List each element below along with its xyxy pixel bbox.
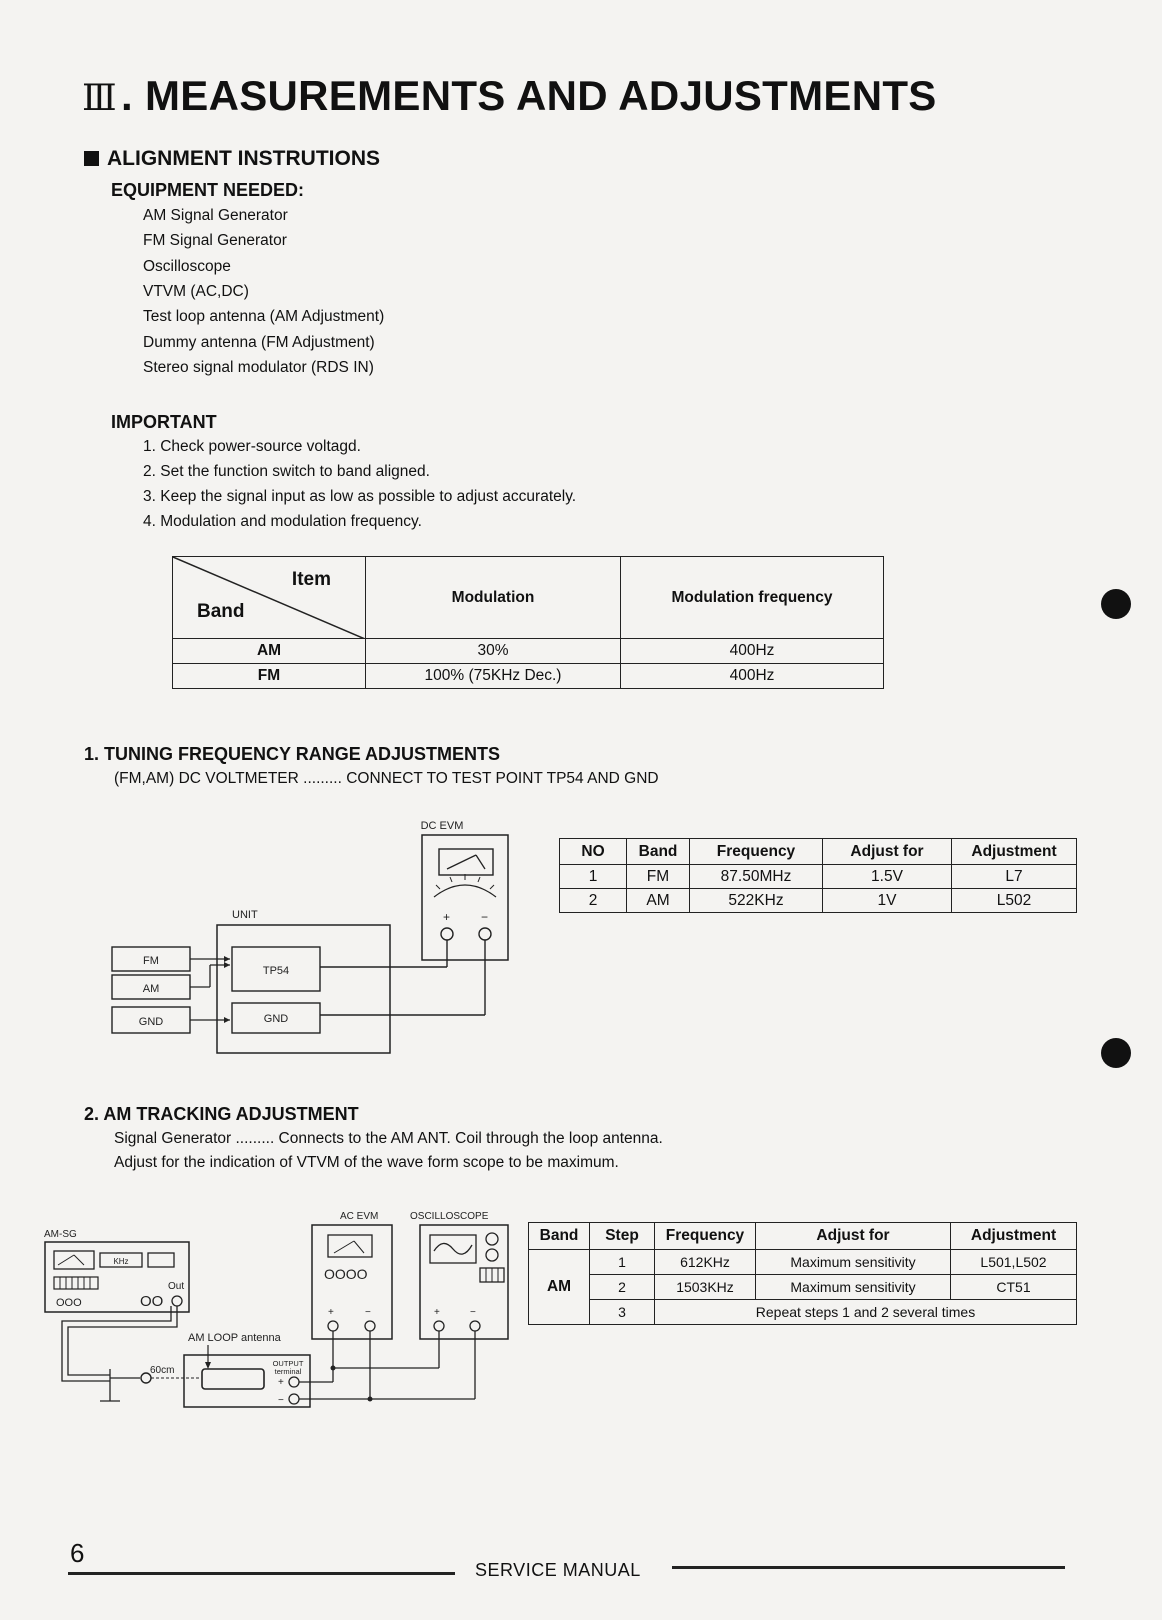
minus-label: − <box>470 1307 476 1318</box>
header-modulation-frequency: Modulation frequency <box>621 557 884 639</box>
page-title <box>82 72 937 120</box>
binding-hole-icon <box>1101 1038 1131 1068</box>
important-item: 2. Set the function switch to band aligned. <box>143 463 430 480</box>
frequency-cell: 400Hz <box>621 639 884 664</box>
output-jack-icon <box>172 1296 182 1306</box>
repeat-note-cell: Repeat steps 1 and 2 several times <box>655 1300 1077 1325</box>
keypad-icon <box>54 1277 98 1289</box>
footer-rule-left <box>68 1572 455 1575</box>
adjustment-cell: CT51 <box>951 1275 1077 1300</box>
alignment-heading-text: ALIGNMENT INSTRUTIONS <box>107 147 380 170</box>
table-row <box>560 865 1077 889</box>
no-cell: 1 <box>560 865 627 889</box>
equipment-item: Oscilloscope <box>143 258 231 275</box>
corner-item-label: Item <box>291 569 331 590</box>
minus-label: − <box>278 1395 284 1406</box>
am-input-label: AM <box>142 983 160 995</box>
frequency-cell: 1503KHz <box>655 1275 756 1300</box>
frequency-cell: 612KHz <box>655 1250 756 1275</box>
minus-label: − <box>481 910 489 924</box>
footer-label: SERVICE MANUAL <box>475 1560 641 1580</box>
section1-heading: 1. TUNING FREQUENCY RANGE ADJUSTMENTS <box>84 744 501 764</box>
equipment-item: AM Signal Generator <box>143 207 288 224</box>
equipment-item: VTVM (AC,DC) <box>143 283 249 300</box>
band-cell: AM <box>529 1250 590 1325</box>
binding-hole-icon <box>1101 589 1131 619</box>
corner-cell <box>173 557 366 639</box>
adjust-for-cell: Maximum sensitivity <box>756 1275 951 1300</box>
tp54-label: TP54 <box>262 965 290 977</box>
table-row <box>560 889 1077 913</box>
equipment-item: Stereo signal modulator (RDS IN) <box>143 359 374 376</box>
table-row <box>173 664 884 689</box>
important-item: 1. Check power-source voltagd. <box>143 438 361 455</box>
header-adjustment: Adjustment <box>952 839 1077 865</box>
dc-evm-meter <box>422 835 508 960</box>
terminal-icon <box>441 928 453 940</box>
terminal-icon <box>328 1321 338 1331</box>
meter-dial-icon <box>439 849 493 875</box>
page-number: 6 <box>70 1538 85 1568</box>
step-cell: 1 <box>590 1250 655 1275</box>
header-adjust-for: Adjust for <box>756 1223 951 1250</box>
section2-heading: 2. AM TRACKING ADJUSTMENT <box>84 1104 359 1124</box>
plus-label: + <box>278 1377 284 1388</box>
important-item: 4. Modulation and modulation frequency. <box>143 513 422 530</box>
modulation-table <box>172 556 884 689</box>
frequency-cell: 87.50MHz <box>690 865 823 889</box>
output-terminal-label: terminal <box>274 1367 302 1376</box>
header-frequency: Frequency <box>690 839 823 865</box>
page-title-text: . MEASUREMENTS AND ADJUSTMENTS <box>121 72 937 119</box>
header-frequency: Frequency <box>655 1223 756 1250</box>
roman-numeral: Ⅲ <box>82 78 118 119</box>
adjustment-cell: L7 <box>952 865 1077 889</box>
gnd-label: GND <box>263 1013 289 1025</box>
header-band: Band <box>529 1223 590 1250</box>
adjust-for-cell: Maximum sensitivity <box>756 1250 951 1275</box>
khz-label: KHz <box>113 1257 129 1266</box>
minus-label: − <box>365 1307 371 1318</box>
band-cell: AM <box>173 639 366 664</box>
diagonal-divider <box>173 557 365 639</box>
knobs-label: OOOO <box>324 1266 368 1282</box>
header-adjust-for: Adjust for <box>823 839 952 865</box>
equipment-item: Dummy antenna (FM Adjustment) <box>143 334 375 351</box>
band-cell: FM <box>627 865 690 889</box>
knobs-label: OOO <box>56 1297 82 1309</box>
adjustment-cell: L502 <box>952 889 1077 913</box>
table-row <box>173 639 884 664</box>
dc-evm-label: DC EVM <box>420 820 464 832</box>
plus-label: + <box>434 1307 440 1318</box>
modulation-cell: 100% (75KHz Dec.) <box>366 664 621 689</box>
terminal-icon <box>365 1321 375 1331</box>
meter-scale-icon <box>434 885 496 897</box>
out-label: Out <box>168 1281 185 1292</box>
tuning-connection-diagram <box>100 815 520 1065</box>
am-tracking-table <box>528 1222 1077 1325</box>
terminal-icon <box>289 1377 299 1387</box>
plus-label: + <box>328 1307 334 1318</box>
footer-rule-right <box>672 1566 1065 1569</box>
adjustment-cell: L501,L502 <box>951 1250 1077 1275</box>
table-row <box>529 1275 1077 1300</box>
terminal-icon <box>434 1321 444 1331</box>
section2-line2: Adjust for the indication of VTVM of the wave form scope to be maximum. <box>114 1154 619 1171</box>
adjust-for-cell: 1V <box>823 889 952 913</box>
adjust-for-cell: 1.5V <box>823 865 952 889</box>
band-cell: FM <box>173 664 366 689</box>
fm-input-label: FM <box>143 955 159 967</box>
band-cell: AM <box>627 889 690 913</box>
terminal-icon <box>470 1321 480 1331</box>
section1-subtitle: (FM,AM) DC VOLTMETER ......... CONNECT TO TEST POINT TP54 AND GND <box>114 770 659 787</box>
tuning-table <box>559 838 1077 913</box>
unit-box <box>217 925 390 1053</box>
equipment-item: FM Signal Generator <box>143 232 287 249</box>
oscilloscope-label: OSCILLOSCOPE <box>410 1211 489 1222</box>
output-terminal-label: OUTPUT <box>272 1359 304 1368</box>
table-row <box>529 1250 1077 1275</box>
alignment-heading <box>84 147 380 171</box>
important-heading: IMPORTANT <box>111 412 217 432</box>
section2-line1: Signal Generator ......... Connects to the AM ANT. Coil through the loop antenna. <box>114 1130 663 1147</box>
am-tracking-connection-diagram <box>40 1205 520 1430</box>
plus-label: + <box>443 910 451 924</box>
am-sg-label: AM-SG <box>44 1229 77 1240</box>
header-modulation: Modulation <box>366 557 621 639</box>
terminal-icon <box>289 1394 299 1404</box>
modulation-cell: 30% <box>366 639 621 664</box>
equipment-item: Test loop antenna (AM Adjustment) <box>143 308 385 325</box>
no-cell: 2 <box>560 889 627 913</box>
coil-icon <box>202 1369 264 1389</box>
corner-band-label: Band <box>197 601 245 622</box>
knobs-label: OO <box>140 1293 164 1310</box>
important-item: 3. Keep the signal input as low as possible to adjust accurately. <box>143 488 577 505</box>
meter-dial-icon <box>54 1251 94 1269</box>
frequency-cell: 522KHz <box>690 889 823 913</box>
ac-evm-label: AC EVM <box>340 1211 379 1222</box>
header-step: Step <box>590 1223 655 1250</box>
equipment-heading: EQUIPMENT NEEDED: <box>111 180 305 200</box>
terminal-icon <box>479 928 491 940</box>
table-row <box>529 1300 1077 1325</box>
step-cell: 3 <box>590 1300 655 1325</box>
loop-antenna-label: AM LOOP antenna <box>188 1332 281 1344</box>
frequency-cell: 400Hz <box>621 664 884 689</box>
gnd-input-label: GND <box>138 1016 164 1028</box>
header-no: NO <box>560 839 627 865</box>
square-bullet-icon <box>84 151 99 166</box>
unit-label: UNIT <box>232 909 258 921</box>
meter-dial-icon <box>328 1235 372 1257</box>
header-band: Band <box>627 839 690 865</box>
header-adjustment: Adjustment <box>951 1223 1077 1250</box>
step-cell: 2 <box>590 1275 655 1300</box>
distance-label: 60cm <box>150 1365 175 1376</box>
